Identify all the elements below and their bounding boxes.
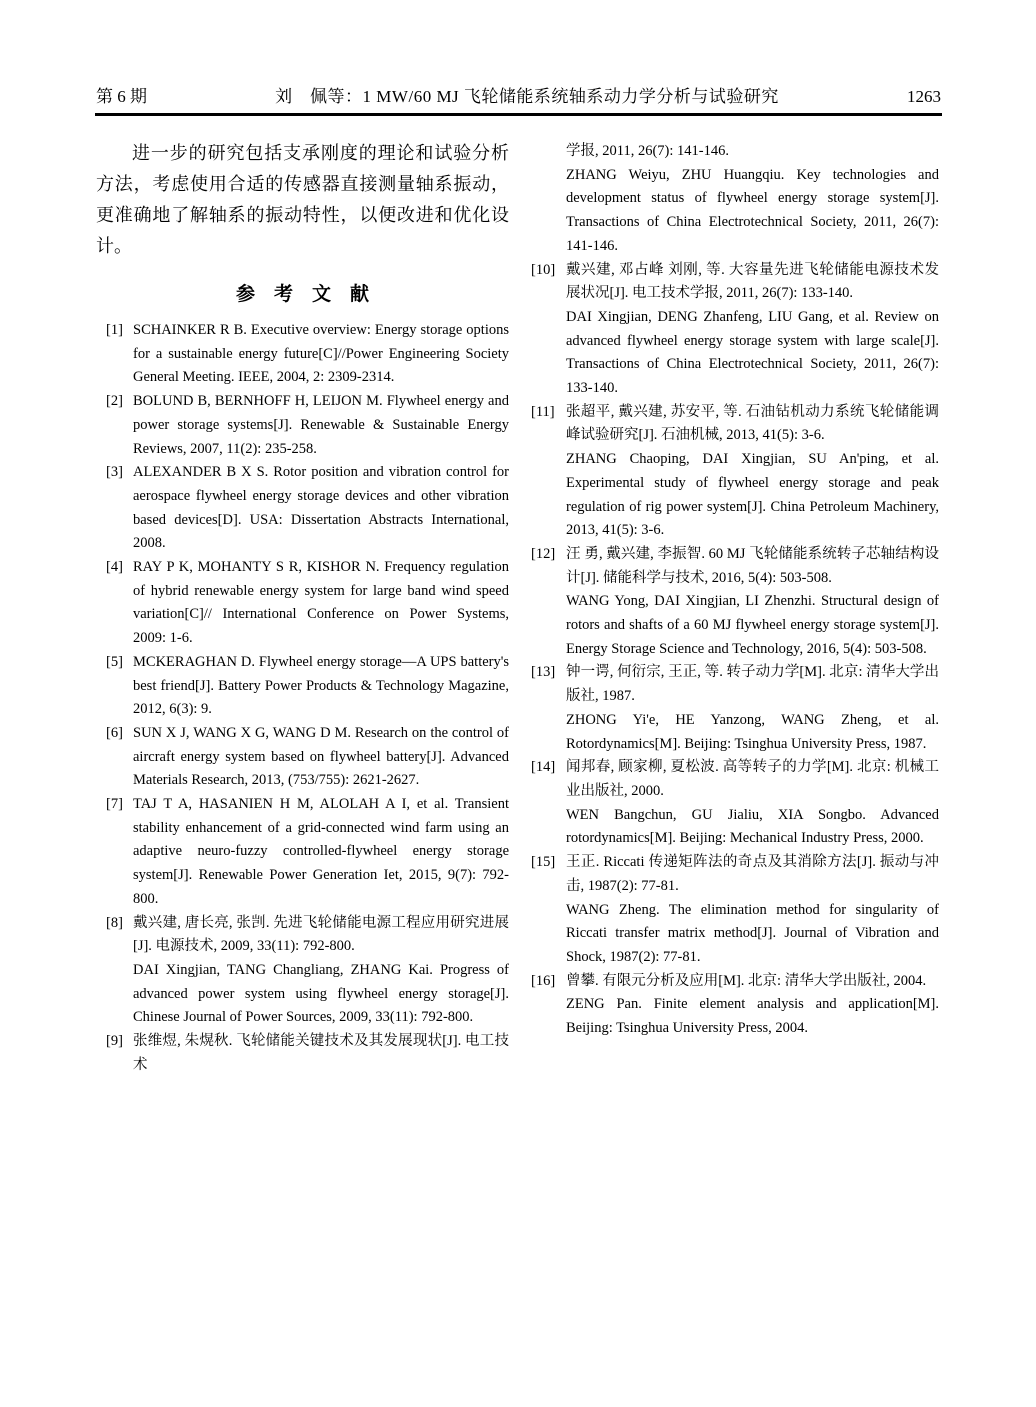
reference-text: MCKERAGHAN D. Flywheel energy storage—A UPS battery's best friend[J]. Battery Power Products & Technology Magazine, 2012, 6(3): 9. (133, 653, 509, 718)
reference-text: 学报, 2011, 26(7): 141-146. (566, 143, 729, 159)
reference-item (527, 756, 939, 851)
reference-number: [11] (531, 403, 555, 420)
reference-item (96, 461, 509, 556)
reference-text: 戴兴建, 邓占峰 刘刚, 等. 大容量先进飞轮储能电源技术发展状况[J]. 电工技术学报, 2011, 26(7): 133-140. (566, 261, 939, 302)
reference-number: [9] (106, 1033, 123, 1050)
reference-item (96, 1030, 509, 1077)
reference-text: ZHANG Chaoping, DAI Xingjian, SU An'ping, et al. Experimental study of flywheel energy storage and peak regulation of rig power system[J]. China Petroleum Machinery, 2013, 41(5): 3-6. (566, 451, 939, 539)
reference-text: BOLUND B, BERNHOFF H, LEIJON M. Flywheel energy and power storage systems[J]. Renewable & Sustainable Energy Reviews, 2007, 11(2): 235-258. (133, 393, 509, 457)
reference-text: SCHAINKER R B. Executive overview: Energy storage options for a sustainable energy future[C]//Power Engineering Society General Meeting. IEEE, 2004, 2: 2309-2314. (133, 322, 509, 386)
reference-number: [3] (106, 464, 123, 481)
reference-item (527, 140, 939, 259)
reference-number: [12] (531, 545, 556, 562)
reference-item (96, 390, 509, 461)
reference-text: 戴兴建, 唐长亮, 张剀. 先进飞轮储能电源工程应用研究进展[J]. 电源技术, 2009, 33(11): 792-800. (133, 914, 509, 955)
reference-number: [1] (106, 322, 123, 338)
references-left-list (96, 319, 509, 1078)
reference-text: ZHANG Weiyu, ZHU Huangqiu. Key technologies and development status of flywheel energy storage system[J]. Transactions of China Electrotechnical Society, 2011, 26(7): 141-146. (566, 166, 939, 254)
running-title: 刘 佩等：1 MW/60 MJ 飞轮储能系统轴系动力学分析与试验研究 (275, 87, 779, 106)
reference-text: DAI Xingjian, TANG Changliang, ZHANG Kai. Progress of advanced power system using flywheel energy storage[J]. Chinese Journal of Power Sources, 2009, 33(11): 792-800. (133, 961, 509, 1026)
page-header (96, 82, 941, 107)
reference-item (96, 793, 509, 912)
reference-number: [13] (531, 664, 556, 681)
reference-number: [15] (531, 854, 556, 871)
reference-text: DAI Xingjian, DENG Zhanfeng, LIU Gang, et al. Review on advanced flywheel energy storage system with large scale[J]. Transactions of China Electrotechnical Society, 2011, 26(7): 133-140. (566, 308, 939, 397)
references-right-list (527, 140, 939, 1041)
reference-item (527, 970, 939, 1041)
reference-text: TAJ T A, HASANIEN H M, ALOLAH A I, et al. Transient stability enhancement of a grid-connected wind farm using an adaptive neuro-fuzzy controlled-flywheel energy storage system[J]. Renewable Power Generation Iet, 2015, 9(7): 792-800. (133, 796, 509, 907)
reference-number: [14] (531, 759, 556, 776)
reference-item (527, 543, 939, 662)
reference-text: WANG Yong, DAI Xingjian, LI Zhenzhi. Structural design of rotors and shafts of a 60 MJ flywheel energy storage system[J]. Energy Storage Science and Technology, 2016, 5(4): 503-508. (566, 593, 939, 657)
reference-text: WEN Bangchun, GU Jialiu, XIA Songbo. Advanced rotordynamics[M]. Beijing: Mechanical Industry Press, 2000. (566, 806, 939, 847)
reference-text: SUN X J, WANG X G, WANG D M. Research on the control of aircraft energy system based on flywheel battery[J]. Advanced Materials Research, 2013, (753/755): 2621-2627. (133, 724, 509, 789)
reference-number: [5] (106, 653, 123, 670)
reference-item (96, 912, 509, 1031)
reference-number: [6] (106, 724, 123, 741)
reference-item (96, 556, 509, 651)
reference-text: 闻邦春, 顾家柳, 夏松波. 高等转子的力学[M]. 北京: 机械工业出版社, 2000. (566, 759, 939, 799)
header-rule (95, 113, 942, 116)
reference-number: [16] (531, 972, 556, 989)
reference-text: WANG Zheng. The elimination method for singularity of Riccati transfer matrix method[J]. Journal of Vibration and Shock, 1987(2): 77-81. (566, 901, 939, 965)
reference-text: 汪 勇, 戴兴建, 李振智. 60 MJ 飞轮储能系统转子芯轴结构设计[J]. 储能科学与技术, 2016, 5(4): 503-508. (566, 545, 939, 586)
reference-text: 王正. Riccati 传递矩阵法的奇点及其消除方法[J]. 振动与冲击, 1987(2): 77-81. (566, 854, 939, 894)
reference-item (527, 661, 939, 756)
reference-item (96, 651, 509, 722)
reference-item (527, 851, 939, 970)
reference-number: [8] (106, 914, 123, 931)
intro-paragraph: 进一步的研究包括支承刚度的理论和试验分析方法，考虑使用合适的传感器直接测量轴系振动，更准确地了解轴系的振动特性，以便改进和优化设计。 (96, 143, 509, 256)
reference-number: [2] (106, 393, 123, 410)
reference-text: 张超平, 戴兴建, 苏安平, 等. 石油钻机动力系统飞轮储能调峰试验研究[J]. 石油机械, 2013, 41(5): 3-6. (566, 403, 939, 444)
reference-item (96, 319, 509, 390)
reference-text: 张维煜, 朱熀秋. 飞轮储能关键技术及其发展现状[J]. 电工技术 (133, 1033, 509, 1073)
reference-item (96, 722, 509, 793)
reference-text: ZHONG Yi'e, HE Yanzong, WANG Zheng, et al. Rotordynamics[M]. Beijing: Tsinghua University Press, 1987. (566, 711, 939, 752)
left-column (96, 138, 509, 1078)
reference-item (527, 401, 939, 543)
reference-item (527, 259, 939, 401)
reference-text: ALEXANDER B X S. Rotor position and vibration control for aerospace flywheel energy storage devices and other vibration based devices[D]. USA: Dissertation Abstracts International, 2008. (133, 464, 509, 552)
reference-number: [7] (106, 796, 123, 813)
reference-number: [10] (531, 261, 556, 278)
issue-label: 第 6 期 (96, 87, 147, 106)
reference-text: ZENG Pan. Finite element analysis and application[M]. Beijing: Tsinghua University Press, 2004. (566, 996, 939, 1037)
page-number: 1263 (907, 87, 941, 106)
right-column (527, 140, 939, 1041)
reference-text: 曾攀. 有限元分析及应用[M]. 北京: 清华大学出版社, 2004. (566, 972, 927, 989)
reference-text: RAY P K, MOHANTY S R, KISHOR N. Frequency regulation of hybrid renewable energy system for large band wind speed variation[C]// International Conference on Power Systems, 2009: 1-6. (133, 559, 509, 647)
reference-text: 钟一谔, 何衍宗, 王正, 等. 转子动力学[M]. 北京: 清华大学出版社, 1987. (566, 664, 939, 705)
references-heading: 参 考 文 献 (235, 284, 369, 305)
reference-number: [4] (106, 559, 123, 576)
